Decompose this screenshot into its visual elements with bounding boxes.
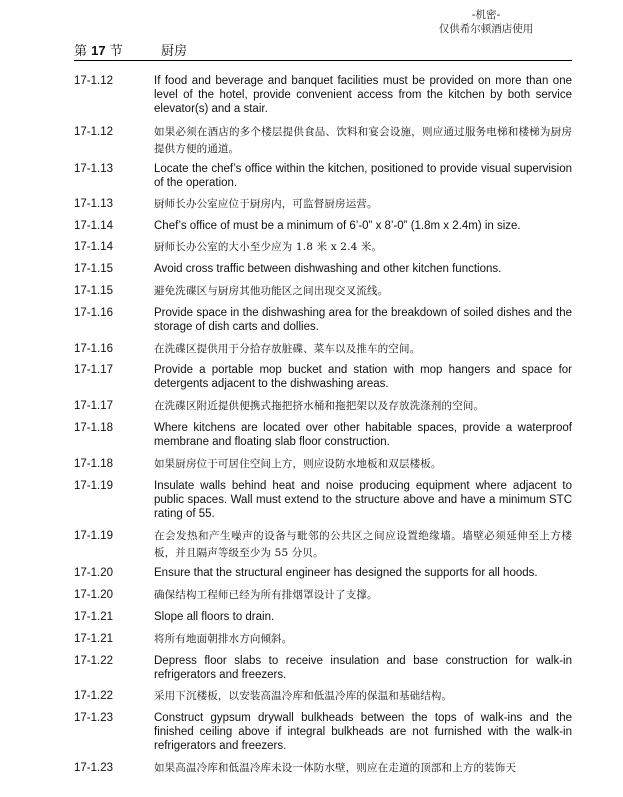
clause-text: Construct gypsum drywall bulkheads between the tops of walk-ins and the finished ceiling above if integral bulkheads are not furnished with the walk-in refrigerators and freezers. [154,712,572,752]
clause-number: 17-1.13 [74,198,114,210]
clause-number: 17-1.17 [74,400,114,412]
clause-text: 将所有地面朝排水方向倾斜。 [154,633,293,645]
clause-number: 17-1.21 [74,611,114,623]
clause-number: 17-1.20 [74,589,114,601]
clause-number: 17-1.18 [74,458,114,470]
clause-text: Avoid cross traffic between dishwashing and other kitchen functions. [154,263,502,275]
clause-text: 如果厨房位于可居住空间上方，则应设防水地板和双层楼板。 [154,458,442,470]
clause-text: Where kitchens are located over other habitable spaces, provide a waterproof membrane and floating slab floor construction. [154,422,572,448]
clause-number: 17-1.13 [74,163,114,175]
clause-text: Insulate walls behind heat and noise producing equipment where adjacent to public spaces. Wall must extend to the structure above and have a minimum STC rating of 55. [154,480,572,520]
clause-text: 确保结构工程师已经为所有排烟罩设计了支撑。 [154,589,378,601]
clause-text: Provide space in the dishwashing area for the breakdown of soiled dishes and the storage of dish carts and dollies. [154,307,572,333]
confidentiality-notice [411,8,561,36]
clause-number: 17-1.16 [74,343,114,355]
clause-text: Depress floor slabs to receive insulation and base construction for walk-in refrigerators and freezers. [154,655,572,681]
clause-text: 在洗碟区附近提供便携式拖把挤水桶和拖把架以及存放洗涤剂的空间。 [154,400,485,412]
clause-text: 如果必须在酒店的多个楼层提供食品、饮料和宴会设施，则应通过服务电梯和楼梯为厨房提供方便的通道。 [154,126,572,155]
clause-number: 17-1.15 [74,285,114,297]
clause-text: 厨师长办公室的大小至少应为 1.8 米 x 2.4 米。 [154,241,383,253]
clause-number: 17-1.21 [74,633,114,645]
clause-text: 厨师长办公室应位于厨房内，可监督厨房运营。 [154,198,378,210]
clause-number: 17-1.15 [74,263,114,275]
clause-number: 17-1.20 [74,567,114,579]
section-title: 厨房 [161,44,188,59]
clause-number: 17-1.14 [74,241,114,253]
clause-number: 17-1.19 [74,480,114,492]
clause-text: Chef’s office of must be a minimum of 6’-0” x 8’-0” (1.8m x 2.4m) in size. [154,220,521,232]
clause-text: 在洗碟区提供用于分拾存放脏碟、菜车以及推车的空间。 [154,343,421,355]
clause-number: 17-1.19 [74,530,114,542]
clause-number: 17-1.18 [74,422,114,434]
clause-number: 17-1.12 [74,126,114,138]
clause-number: 17-1.23 [74,762,114,774]
clause-text: Locate the chef’s office within the kitchen, positioned to provide visual supervision of the operation. [154,163,572,189]
section-header [74,38,572,61]
clause-number: 17-1.12 [74,75,114,87]
clause-text: 在会发热和产生噪声的设备与毗邻的公共区之间应设置绝缘墙。墙壁必须延伸至上方楼板，并且隔声等级至少为 55 分贝。 [154,530,572,559]
clause-text: 如果高温冷库和低温冷库未设一体防水壁，则应在走道的顶部和上方的装饰天 [154,762,517,774]
clause-number: 17-1.22 [74,655,114,667]
section-number: 第 17 节 [74,43,123,59]
clause-text: Slope all floors to drain. [154,611,275,623]
clause-text: 避免洗碟区与厨房其他功能区之间出现交叉流线。 [154,285,389,297]
usage-note: 仅供希尔顿酒店使用 [438,23,534,35]
clause-text: If food and beverage and banquet facilities must be provided on more than one level of the hotel, provide convenient access from the kitchen by both service elevator(s) and a stair. [154,75,572,115]
clause-number: 17-1.14 [74,220,114,232]
clause-text: Provide a portable mop bucket and station with mop hangers and space for detergents adjacent to the dishwashing areas. [154,364,572,390]
clause-number: 17-1.23 [74,712,114,724]
clause-number: 17-1.16 [74,307,114,319]
clause-text: Ensure that the structural engineer has designed the supports for all hoods. [154,567,538,579]
confidential-label: -机密- [471,9,501,21]
clause-number: 17-1.22 [74,690,114,702]
clause-text: 采用下沉楼板，以安装高温冷库和低温冷库的保温和基础结构。 [154,690,453,702]
clause-number: 17-1.17 [74,364,114,376]
